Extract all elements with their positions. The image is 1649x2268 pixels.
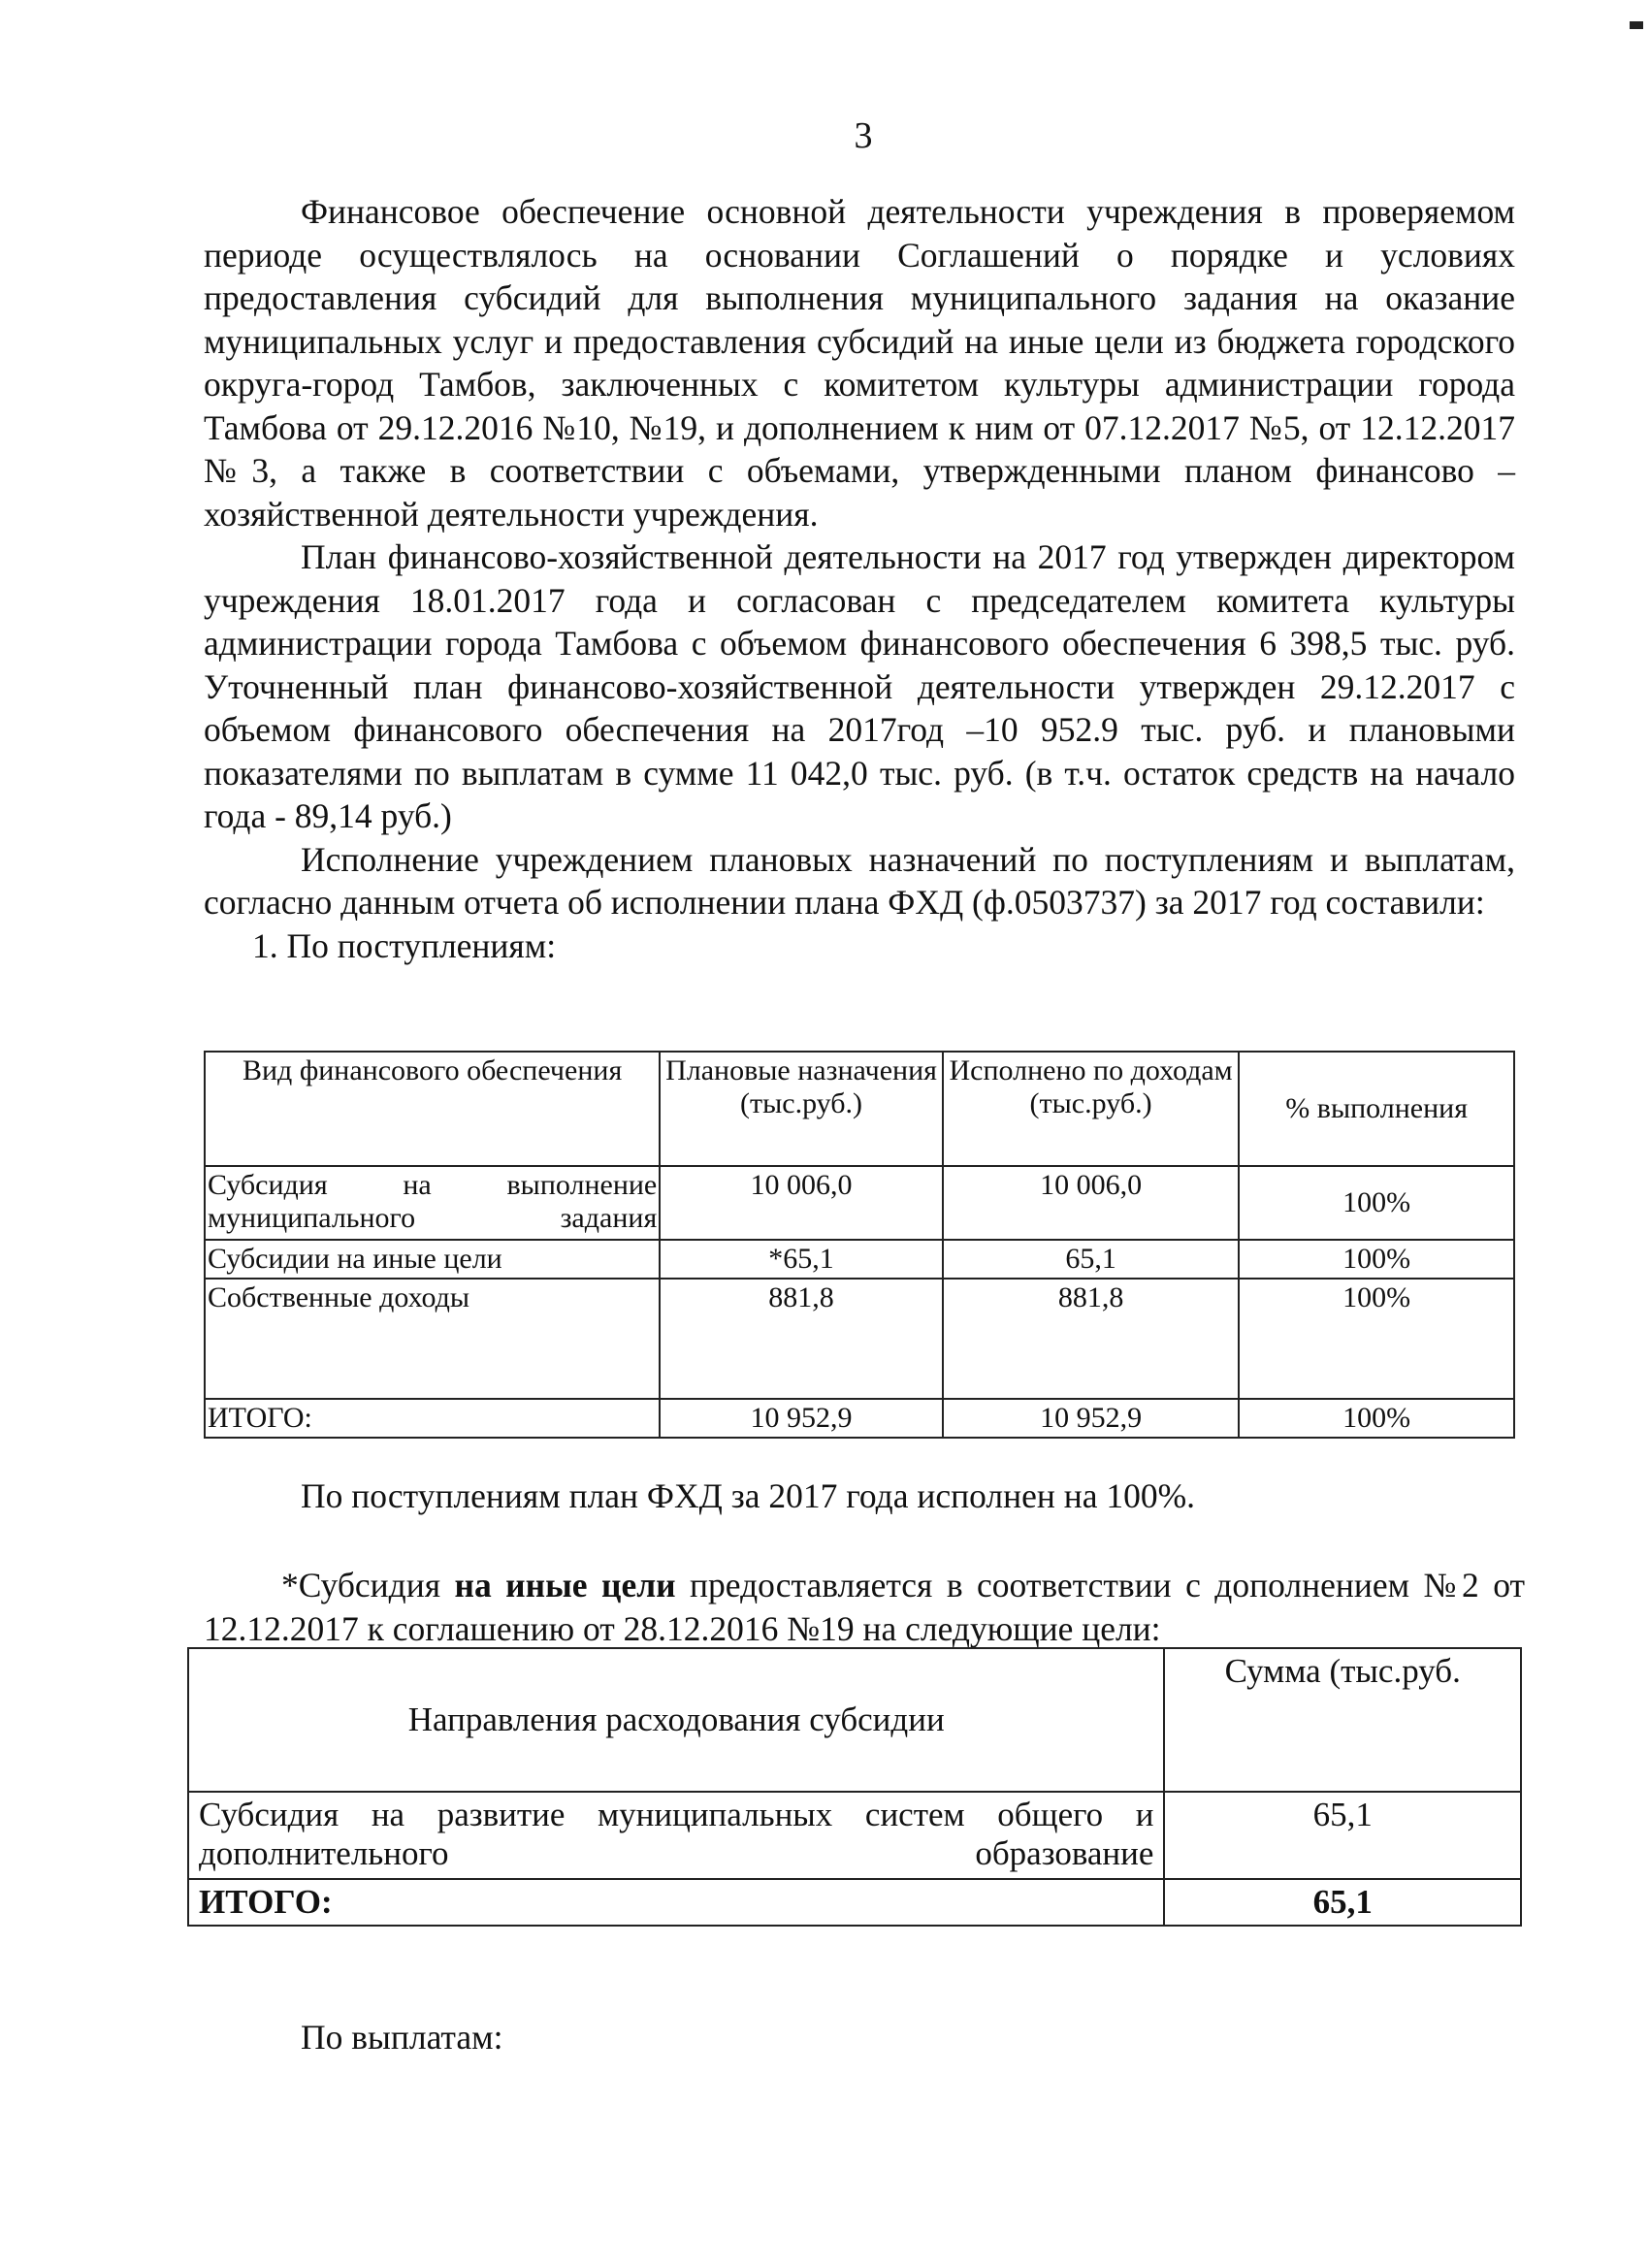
income-table-header <box>205 1052 1514 1166</box>
subsidy-note-prefix: *Субсидия <box>281 1566 455 1604</box>
table-cell: 100% <box>1239 1240 1514 1279</box>
table-cell: Субсидия на развитие муниципальных систем общего и дополнительного образование <box>188 1792 1164 1879</box>
subsidy-note-bold: на иные цели <box>454 1566 676 1604</box>
table-cell: *65,1 <box>660 1240 943 1279</box>
table-row <box>205 1279 1514 1399</box>
paragraph-financing: Финансовое обеспечение основной деятельности учреждения в проверяемом периоде осуществлялось на основании Соглашений о порядке и условиях предоставления субсидий для выполнения муниципального задания на оказание муниципальных услуг и предоставления субсидий на иные цели из бюджета городского округа-город Тамбов, заключенных с комитетом культуры администрации города Тамбова от 29.12.2016 №10, №19, и дополнением к ним от 07.12.2017 №5, от 12.12.2017 №3, а также в соответствии с объемами, утвержденными планом финансово – хозяйственной деятельности учреждения. <box>204 192 1515 534</box>
table-cell: ИТОГО: <box>205 1399 660 1438</box>
page-number: 3 <box>854 115 873 156</box>
table-row-total <box>205 1399 1514 1438</box>
income-summary-block <box>204 1474 1515 1518</box>
table-row <box>205 1166 1514 1240</box>
scan-mark <box>1630 21 1643 29</box>
payments-block <box>204 2016 1515 2059</box>
table-cell: 100% <box>1239 1399 1514 1438</box>
table-row <box>188 1792 1521 1879</box>
table-cell: 65,1 <box>1164 1879 1521 1926</box>
header-cell: Плановые назначения (тыс.руб.) <box>660 1052 943 1166</box>
table-cell: Субсидия на выполнение муниципального задания <box>205 1166 660 1240</box>
table-cell: Собственные доходы <box>205 1279 660 1399</box>
header-cell: Направления расходования субсидии <box>188 1648 1164 1792</box>
table-cell: 65,1 <box>1164 1792 1521 1879</box>
table-cell: 10 952,9 <box>660 1399 943 1438</box>
paragraph-execution: Исполнение учреждением плановых назначений по поступлениям и выплатам, согласно данным отчета об исполнении плана ФХД (ф.0503737) за 2017 год составили: <box>204 839 1515 922</box>
header-cell: Исполнено по доходам (тыс.руб.) <box>943 1052 1240 1166</box>
table-cell: 881,8 <box>943 1279 1240 1399</box>
header-cell: Сумма (тыс.руб. <box>1164 1648 1521 1792</box>
list-item-income: 1. По поступлениям: <box>252 925 557 965</box>
header-cell: Вид финансового обеспечения <box>205 1052 660 1166</box>
subsidy-note-block <box>204 1564 1525 1650</box>
payments-heading: По выплатам: <box>301 2018 503 2057</box>
table-row-total <box>188 1879 1521 1926</box>
table-cell: 100% <box>1239 1279 1514 1399</box>
table-cell: 65,1 <box>943 1240 1240 1279</box>
table-row <box>205 1240 1514 1279</box>
body-text <box>204 190 1515 967</box>
income-table <box>204 1051 1515 1439</box>
subsidy-note <box>204 1564 1525 1650</box>
paragraph-plan: План финансово-хозяйственной деятельности на 2017 год утвержден директором учреждения 18.01.2017 года и согласован с председателем комитета культуры администрации города Тамбова с объемом финансового обеспечения 6 398,5 тыс. руб. Уточненный план финансово-хозяйственной деятельности утвержден 29.12.2017 с объемом финансового обеспечения на 2017год –10 952.9 тыс. руб. и плановыми показателями по выплатам в сумме 11 042,0 тыс. руб. (в т.ч. остаток средств на начало года - 89,14 руб.) <box>204 537 1515 835</box>
subsidy-table-header <box>188 1648 1521 1792</box>
income-summary: По поступлениям план ФХД за 2017 года исполнен на 100%. <box>301 1476 1196 1515</box>
table-cell: Субсидии на иные цели <box>205 1240 660 1279</box>
subsidy-table <box>187 1647 1522 1927</box>
header-cell: % выполнения <box>1239 1052 1514 1166</box>
table-cell: 10 006,0 <box>943 1166 1240 1240</box>
table-cell: 881,8 <box>660 1279 943 1399</box>
table-cell: 100% <box>1239 1166 1514 1240</box>
subsidy-note-suffix: предоставляется в соответствии с дополнением №2 от 12.12.2017 к соглашению от 28.12.2016 №19 на следующие цели: <box>204 1566 1526 1648</box>
table-cell: ИТОГО: <box>188 1879 1164 1926</box>
table-cell: 10 952,9 <box>943 1399 1240 1438</box>
table-cell: 10 006,0 <box>660 1166 943 1240</box>
